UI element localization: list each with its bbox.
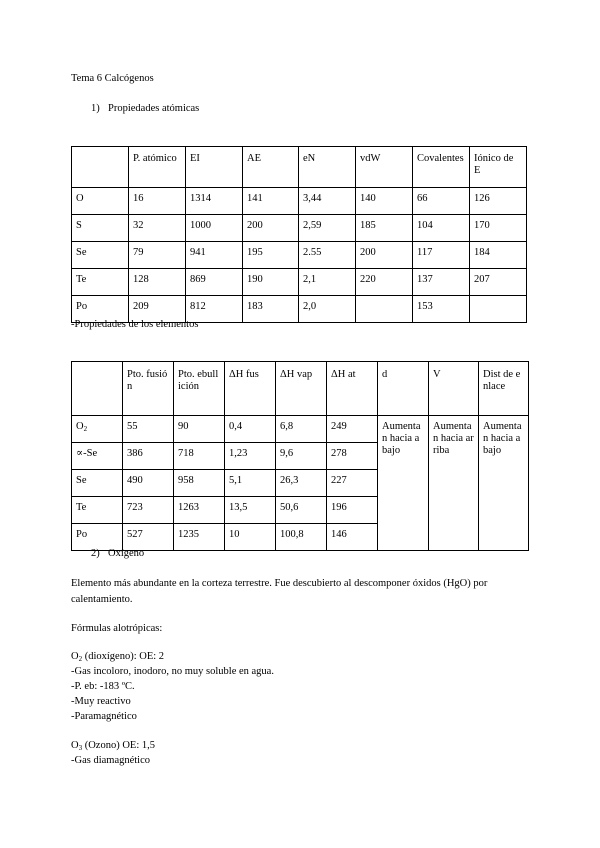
table-cell: Te [72, 497, 123, 524]
table-cell: 1235 [174, 524, 225, 551]
table-header-cell [72, 147, 129, 188]
table-cell: 2,1 [299, 269, 356, 296]
o3-heading: $O_3$ (Ozono) OE: 1,5 [71, 740, 155, 752]
table-cell: 185 [356, 215, 413, 242]
trend-cell: Aumentan hacia abajo [479, 416, 529, 551]
table-header-cell: eN [299, 147, 356, 188]
table-header-cell: ΔH at [327, 362, 378, 416]
o3-property-line: -Gas diamagnético [71, 755, 151, 766]
table-row [72, 416, 529, 443]
table-cell: 66 [413, 188, 470, 215]
table-cell: 146 [327, 524, 378, 551]
table-cell: 527 [123, 524, 174, 551]
table-cell: 117 [413, 242, 470, 269]
table-cell: 723 [123, 497, 174, 524]
o2-property-line: -Muy reactivo [71, 696, 131, 707]
table-cell: Po [72, 296, 129, 323]
table-cell: 200 [356, 242, 413, 269]
table-cell: 183 [243, 296, 299, 323]
table-cell: Po [72, 524, 123, 551]
o2-heading: $O_2$ (dioxígeno): OE: 2 [71, 651, 165, 663]
allotropic-formulas-label: Fórmulas alotrópicas: [71, 623, 163, 634]
o2-property-line: -Gas incoloro, inodoro, no muy soluble en agua. [71, 666, 274, 677]
table-cell: 207 [470, 269, 527, 296]
table-cell: 100,8 [276, 524, 327, 551]
table-cell: 26,3 [276, 470, 327, 497]
table-header-cell [72, 362, 123, 416]
trend-cell: Aumentan hacia abajo [378, 416, 429, 551]
table-header-cell: ΔH vap [276, 362, 327, 416]
table-cell: 50,6 [276, 497, 327, 524]
o2-property-line: -Paramagnético [71, 711, 137, 722]
table-header-row [72, 147, 527, 188]
table-cell: 227 [327, 470, 378, 497]
table-cell: 6,8 [276, 416, 327, 443]
table-cell: 1263 [174, 497, 225, 524]
table-cell: 184 [470, 242, 527, 269]
table-row [72, 188, 527, 215]
table-cell: 490 [123, 470, 174, 497]
table-cell: 941 [186, 242, 243, 269]
table-cell: 128 [129, 269, 186, 296]
table-cell: 9,6 [276, 443, 327, 470]
table-header-cell: Iónico de E [470, 147, 527, 188]
table-cell: 718 [174, 443, 225, 470]
table-cell: 5,1 [225, 470, 276, 497]
table-cell: Te [72, 269, 129, 296]
table-cell: 16 [129, 188, 186, 215]
table-cell [356, 296, 413, 323]
table-cell: 13,5 [225, 497, 276, 524]
table-cell: 55 [123, 416, 174, 443]
element-properties-table [71, 361, 529, 551]
table-cell: 1314 [186, 188, 243, 215]
table-cell: 79 [129, 242, 186, 269]
table-header-cell: V [429, 362, 479, 416]
table-header-cell: Pto. fusión [123, 362, 174, 416]
section-1-title: Propiedades atómicas [108, 103, 200, 114]
table-cell: 104 [413, 215, 470, 242]
table-cell: 140 [356, 188, 413, 215]
table-cell: Se [72, 470, 123, 497]
table-cell: 2.55 [299, 242, 356, 269]
table-cell: 195 [243, 242, 299, 269]
table-cell: 278 [327, 443, 378, 470]
o2-property-line: -P. eb: -183 ºC. [71, 681, 135, 692]
table-cell [470, 296, 527, 323]
section-2-title: Oxígeno [108, 548, 145, 559]
table-cell: 190 [243, 269, 299, 296]
table-header-cell: ΔH fus [225, 362, 276, 416]
table-cell: 32 [129, 215, 186, 242]
table-header-cell: vdW [356, 147, 413, 188]
table-row [72, 242, 527, 269]
table-cell: 196 [327, 497, 378, 524]
table-cell: 812 [186, 296, 243, 323]
table-header-cell: Dist de enlace [479, 362, 529, 416]
table-cell: 2,0 [299, 296, 356, 323]
table-cell: 3,44 [299, 188, 356, 215]
table-cell: Se [72, 242, 129, 269]
table-cell: ∝-Se [72, 443, 123, 470]
table-cell: 386 [123, 443, 174, 470]
trend-cell: Aumentan hacia arriba [429, 416, 479, 551]
subtitle-element-properties: -Propiedades de los elementos [71, 319, 199, 330]
table-row [72, 215, 527, 242]
table-cell: 958 [174, 470, 225, 497]
table-cell: 0,4 [225, 416, 276, 443]
table-cell: 1000 [186, 215, 243, 242]
table-cell: 200 [243, 215, 299, 242]
table-cell: 90 [174, 416, 225, 443]
table-cell: 170 [470, 215, 527, 242]
table-cell: O [72, 188, 129, 215]
table-cell: 220 [356, 269, 413, 296]
table-header-cell: Pto. ebullición [174, 362, 225, 416]
section-1-number: 1) [91, 103, 100, 114]
table-cell: 153 [413, 296, 470, 323]
table-cell: 126 [470, 188, 527, 215]
table-header-cell: AE [243, 147, 299, 188]
table-cell: 209 [129, 296, 186, 323]
table-cell: 2,59 [299, 215, 356, 242]
table-cell: 137 [413, 269, 470, 296]
table-header-cell: Covalentes [413, 147, 470, 188]
table-row [72, 269, 527, 296]
table-cell: 141 [243, 188, 299, 215]
table-header-row [72, 362, 529, 416]
page-title: Tema 6 Calcógenos [71, 73, 154, 84]
table-cell: 249 [327, 416, 378, 443]
table-cell: S [72, 215, 129, 242]
table-header-cell: d [378, 362, 429, 416]
table-cell: $O_2$ [72, 416, 123, 443]
table-header-cell: P. atómico [129, 147, 186, 188]
table-header-cell: EI [186, 147, 243, 188]
table-cell: 10 [225, 524, 276, 551]
table-cell: 869 [186, 269, 243, 296]
oxygen-description: Elemento más abundante en la corteza terrestre. Fue descubierto al descomponer óxidos (HgO) por calentamiento. [71, 578, 488, 605]
section-2-number: 2) [91, 548, 100, 559]
table-cell: 1,23 [225, 443, 276, 470]
atomic-properties-table [71, 146, 527, 323]
